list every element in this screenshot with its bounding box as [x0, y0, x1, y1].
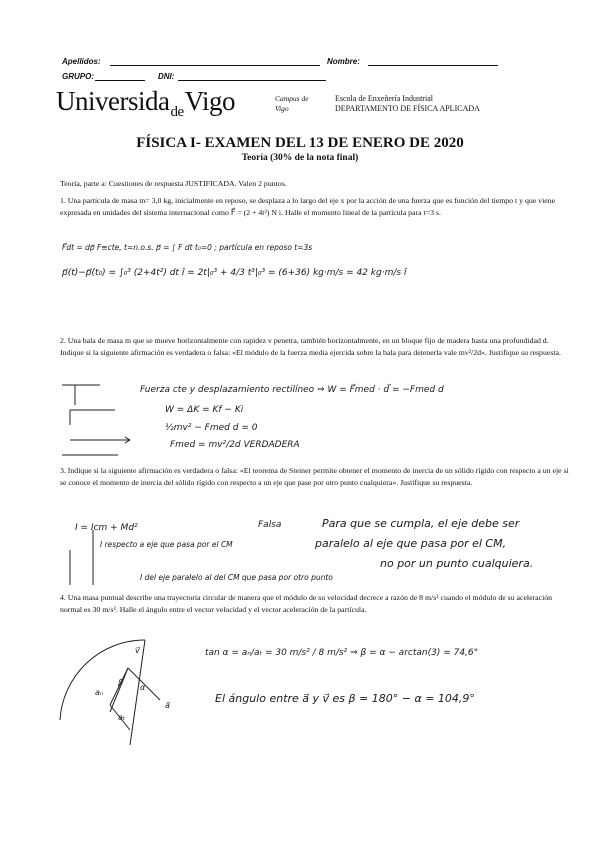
q2-handwriting-line-4: Fmed = mv²/2d VERDADERA — [170, 440, 300, 450]
question-2: 2. Una bala de masa m que se mueve horizontalmente con rapidez v penetra, también horizontalmente, en un bloque fijo de madera hasta una profundidad d. Indique si la siguiente afirmación es verdadera o falsa: «El módulo de la fuerza media ejercida sobre la bala para detenerla vale mv²/2d». Justifique su respuesta. — [60, 336, 561, 357]
grupo-label: GRUPO: — [62, 72, 94, 81]
q3-handwriting-line-3: paralelo al eje que pasa por el CM, — [315, 537, 507, 550]
q4-handwriting-line-2: El ángulo entre a⃗ y v⃗ es β = 180° − α = 104,9° — [215, 692, 475, 705]
q4-handwriting-line-1: tan α = aₙ/aₜ = 30 m/s² / 8 m/s² ⇒ β = α − arctan(3) = 74,6° — [205, 648, 479, 658]
q2-handwriting-line-1: Fuerza cte y desplazamiento rectilíneo ⇒ W = F⃗med · d⃗ = −Fmed d — [140, 385, 444, 395]
fig-label-beta: β — [118, 678, 124, 687]
fig-label-alpha: α — [140, 683, 146, 692]
logo-text-de: de — [170, 104, 184, 120]
section-intro: Teoría, parte a: Cuestiones de respuesta JUSTIFICADA. Valen 2 puntos. — [60, 179, 287, 188]
q2-handwriting-line-3: ½mv² − Fmed d = 0 — [165, 423, 258, 433]
fig-label-at: aₜ — [118, 713, 126, 722]
department-name: DEPARTAMENTO DE FÍSICA APLICADA — [335, 104, 480, 113]
q1-handwriting-line-1: F⃗dt = dp⃗ F≡cte, t=n.o.s. p⃗ = ∫ F dt t₀=0 ; partícula en reposo t=3s — [62, 243, 313, 252]
exam-subtitle: Teoría (30% de la nota final) — [241, 153, 359, 163]
school-name: Escola de Enxeñería Industrial — [335, 94, 433, 103]
q2-block-sketch — [62, 385, 130, 455]
fig-label-a: a⃗ — [165, 701, 170, 710]
q3-handwriting-note: Falsa — [258, 520, 282, 530]
q2-handwriting-line-2: W = ΔK = Kf − Ki — [165, 405, 244, 415]
q3-handwriting-sub-2: I del eje paralelo al del CM que pasa por otro punto — [140, 573, 333, 582]
campus-line-1: Campus de — [275, 94, 309, 103]
fig-label-v: v⃗ — [135, 646, 140, 655]
campus-line-2: Vigo — [275, 104, 289, 113]
logo-text-2: Vigo — [184, 86, 236, 116]
nombre-label: Nombre: — [327, 57, 360, 66]
question-4: 4. Una masa puntual describe una trayectoria circular de manera que el módulo de su velocidad decrece a razón de 8 m/s² cuando el módulo de su aceleración normal es 30 m/s². Halle el ángulo entre el vector velocidad y el vector aceleración de la partícula. — [60, 593, 553, 614]
dni-label: DNI: — [158, 72, 175, 81]
q3-axes-sketch — [70, 530, 93, 585]
question-3: 3. Indique si la siguiente afirmación es verdadera o falsa: «El teorema de Steiner permite obtener el momento de inercia de un sólido rígido con respecto a un eje si se conoce el momento de inercia del sólido rígido con respecto a un eje que pase por otro punto cualquiera». Justifique su respuesta. — [60, 466, 569, 487]
exam-title: FÍSICA I- EXAMEN DEL 13 DE ENERO DE 2020 — [136, 135, 464, 151]
apellidos-label: Apellidos: — [62, 57, 101, 66]
q3-handwriting-line-1: I = Icm + Md² — [75, 523, 138, 533]
fig-label-an: aₙ — [95, 688, 104, 697]
q4-circle-diagram — [60, 640, 160, 745]
q3-handwriting-line-2: Para que se cumpla, el eje debe ser — [322, 517, 520, 530]
q3-handwriting-sub-1: I respecto a eje que pasa por el CM — [100, 540, 233, 549]
question-1: 1. Una partícula de masa m= 3,0 kg, inicialmente en reposo, se desplaza a lo largo del eje x por la acción de una fuerza que es función del tiempo t y que viene expresada en unidades del sistema internacional como F⃗ = (2 + 4t²) N i. Halle el momento lineal de la partícula para t=3 s. — [60, 196, 556, 217]
radius-line — [130, 640, 145, 745]
q3-handwriting-line-4: no por un punto cualquiera. — [380, 557, 534, 570]
q1-handwriting-line-2: p⃗(t)−p⃗(t₀) = ∫₀³ (2+4t²) dt î = 2t|₀³ + 4/3 t³|₀³ = (6+36) kg·m/s = 42 kg·m/s î — [62, 268, 407, 278]
logo-text-1: Universida — [56, 86, 170, 116]
